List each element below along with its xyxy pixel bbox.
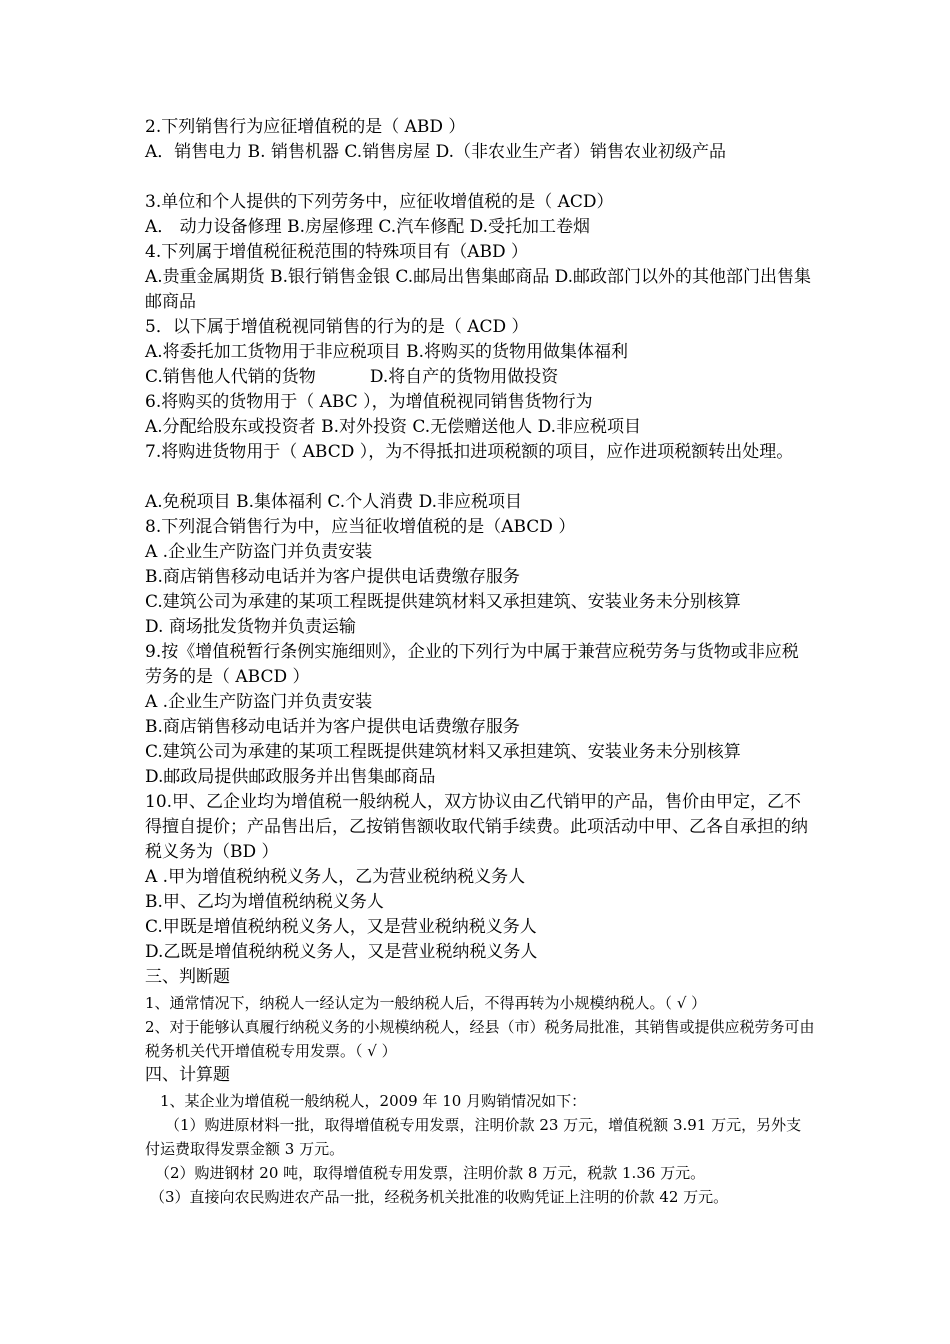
question-10-option-d: D.乙既是增值税纳税义务人，又是营业税纳税义务人 (145, 942, 538, 962)
question-8-option-d: D. 商场批发货物并负责运输 (145, 617, 356, 637)
section-4-item-2: （2）购进钢材 20 吨，取得增值税专用发票，注明价款 8 万元，税款 1.36 万元。 (155, 1164, 706, 1182)
section-3-item-2: 2、对于能够认真履行纳税义务的小规模纳税人，经县（市）税务局批准，其销售或提供应税劳务可由税务机关代开增值税专用发票。（ √ ） (145, 1018, 815, 1060)
question-9-option-c: C.建筑公司为承建的某项工程既提供建筑材料又承担建筑、安装业务未分别核算 (145, 742, 741, 762)
question-5-option-ab: A.将委托加工货物用于非应税项目 B.将购买的货物用做集体福利 (145, 342, 628, 362)
question-8-option-c: C.建筑公司为承建的某项工程既提供建筑材料又承担建筑、安装业务未分别核算 (145, 592, 741, 612)
question-6-options: A.分配给股东或投资者 B.对外投资 C.无偿赠送他人 D.非应税项目 (145, 417, 642, 437)
question-9-option-d: D.邮政局提供邮政服务并出售集邮商品 (145, 767, 436, 787)
question-5-stem: 5．以下属于增值税视同销售的行为的是（ ACD ） (145, 317, 529, 337)
section-4-title: 四、计算题 (145, 1065, 230, 1085)
question-7-stem: 7.将购进货物用于（ ABCD ），为不得抵扣进项税额的项目，应作进项税额转出处理。 (145, 442, 794, 462)
question-7-options: A.免税项目 B.集体福利 C.个人消费 D.非应税项目 (145, 492, 523, 512)
question-3-options: A． 动力设备修理 B.房屋修理 C.汽车修配 D.受托加工卷烟 (145, 217, 591, 237)
section-4-item-1: （1）购进原材料一批，取得增值税专用发票，注明价款 23 万元，增值税额 3.91 万元，另外支付运费取得发票金额 3 万元。 (145, 1116, 802, 1158)
question-4-stem: 4.下列属于增值税征税范围的特殊项目有（ABD ） (145, 242, 529, 262)
question-9-stem: 9.按《增值税暂行条例实施细则》，企业的下列行为中属于兼营应税劳务与货物或非应税劳务的是（ ABCD ） (145, 642, 799, 687)
section-3-title: 三、判断题 (145, 967, 230, 987)
question-8-option-b: B.商店销售移动电话并为客户提供电话费缴存服务 (145, 567, 520, 587)
section-3-item-1: 1、通常情况下，纳税人一经认定为一般纳税人后，不得再转为小规模纳税人。（ √ ） (145, 994, 707, 1012)
question-8-option-a: A .企业生产防盗门并负责安装 (145, 542, 373, 562)
question-9-option-b: B.商店销售移动电话并为客户提供电话费缴存服务 (145, 717, 520, 737)
question-3-stem: 3.单位和个人提供的下列劳务中，应征收增值税的是（ ACD） (145, 192, 614, 212)
question-2-stem: 2.下列销售行为应征增值税的是（ ABD ） (145, 117, 466, 137)
question-4-options: A.贵重金属期货 B.银行销售金银 C.邮局出售集邮商品 D.邮政部门以外的其他部门出售集邮商品 (145, 267, 812, 312)
question-5-option-cd: C.销售他人代销的货物 D.将自产的货物用做投资 (145, 367, 559, 387)
question-10-stem: 10.甲、乙企业均为增值税一般纳税人，双方协议由乙代销甲的产品，售价由甲定，乙不得擅自提价；产品售出后，乙按销售额收取代销手续费。此项活动中甲、乙各自承担的纳税义务为（BD ） (145, 792, 808, 862)
question-10-option-a: A .甲为增值税纳税义务人，乙为营业税纳税义务人 (145, 867, 526, 887)
question-9-option-a: A .企业生产防盗门并负责安装 (145, 692, 373, 712)
question-6-stem: 6.将购买的货物用于（ ABC ），为增值税视同销售货物行为 (145, 392, 593, 412)
question-2-options: A．销售电力 B. 销售机器 C.销售房屋 D.（非农业生产者）销售农业初级产品 (145, 142, 727, 162)
question-10-option-c: C.甲既是增值税纳税义务人，又是营业税纳税义务人 (145, 917, 537, 937)
section-4-item-3: （3）直接向农民购进农产品一批，经税务机关批准的收购凭证上注明的价款 42 万元。 (150, 1188, 729, 1206)
question-8-stem: 8.下列混合销售行为中，应当征收增值税的是（ABCD ） (145, 517, 576, 537)
section-4-intro: 1、某企业为增值税一般纳税人，2009 年 10 月购销情况如下： (160, 1092, 587, 1110)
question-10-option-b: B.甲、乙均为增值税纳税义务人 (145, 892, 384, 912)
